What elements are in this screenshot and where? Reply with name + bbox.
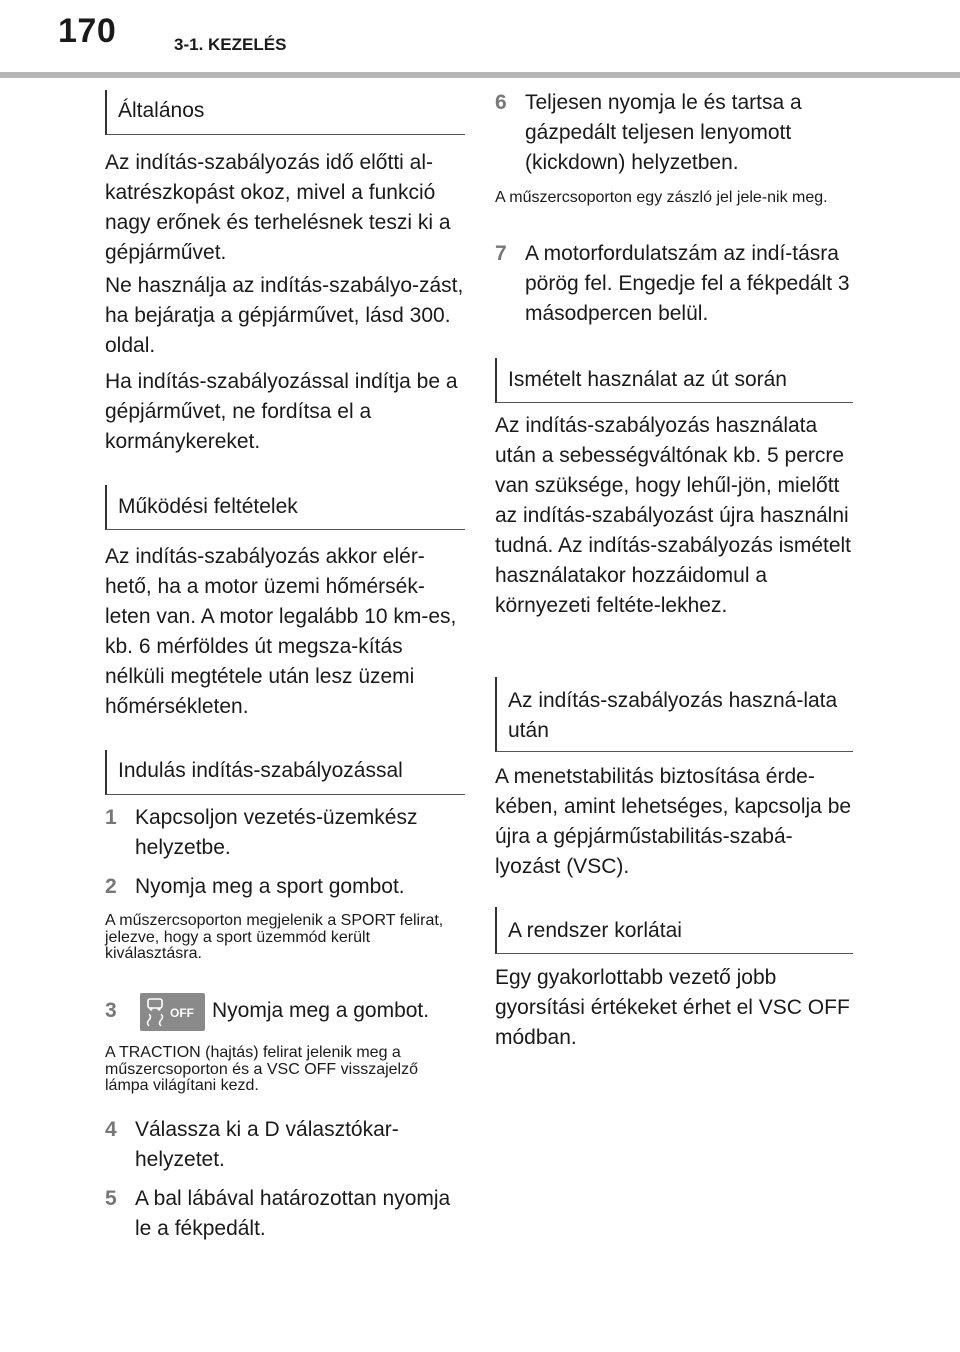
section-heading-repeated-use [495, 358, 853, 403]
note: A műszercsoporton egy zászló jel jele-nik meg. [495, 189, 828, 206]
page-number: 170 [58, 12, 117, 50]
section-heading-general [105, 90, 465, 135]
paragraph: Az indítás-szabályozás használata után a sebességváltónak kb. 5 percre van szüksége, hogy lehűl-jön, mielőtt az indítás-szabályozást újra használni tudná. Az indítás-szabályozás ismételt használatakor hozzáidomul a környezeti feltéte-lekhez. [495, 414, 852, 617]
paragraph: Ne használja az indítás-szabályo-zást, ha bejáratja a gépjárművet, lásd 300. oldal. [105, 274, 464, 357]
step-text: Nyomja meg a sport gombot. [135, 875, 405, 898]
step-number: 5 [105, 1187, 117, 1210]
step-number: 7 [495, 242, 507, 265]
step-number: 3 [105, 999, 117, 1022]
step-text: Teljesen nyomja le és tartsa a gázpedált teljesen lenyomott (kickdown) helyzetben. [525, 91, 802, 174]
step-text: Válassza ki a D választókar-helyzetet. [135, 1118, 399, 1171]
paragraph: Az indítás-szabályozás akkor elér-hető, ha a motor üzemi hőmérsék-leten van. A motor legalább 10 km-es, kb. 6 mérföldes út megsza-kítás nélküli megtétele után lesz üzemi hőmérsékleten. [105, 545, 457, 718]
section-heading-after-use [495, 677, 853, 752]
chapter-title: 3-1. KEZELÉS [174, 35, 287, 54]
step-4 [105, 1115, 465, 1175]
section-heading-launch [105, 750, 465, 795]
step-text: Kapcsoljon vezetés-üzemkész helyzetbe. [135, 806, 418, 859]
step-1 [105, 803, 465, 863]
section-heading-text: Ismételt használat az út során [508, 368, 787, 391]
section-heading-text: Működési feltételek [118, 495, 298, 518]
section-heading-operating-conditions [105, 485, 465, 530]
paragraph: A menetstabilitás biztosítása érde-kében, amint lehetséges, kapcsolja be újra a gépjárműstabilitás-szabá-lyozást (VSC). [495, 765, 852, 878]
paragraph: Egy gyakorlottabb vezető jobb gyorsítási értékeket érhet el VSC OFF módban. [495, 966, 850, 1049]
step-number: 4 [105, 1118, 117, 1141]
step-number: 2 [105, 875, 117, 898]
section-heading-text: Általános [118, 99, 205, 122]
step-text: Nyomja meg a gombot. [212, 999, 430, 1022]
paragraph: Ha indítás-szabályozással indítja be a gépjárművet, ne fordítsa el a kormánykereket. [105, 370, 458, 453]
section-heading-text: Az indítás-szabályozás haszná-lata után [508, 689, 838, 742]
paragraph: Az indítás-szabályozás idő előtti al-katrészkopást okoz, mivel a funkció nagy erőnek és terhelésnek teszi ki a gépjárművet. [105, 151, 451, 264]
vsc-off-icon-text: OFF [170, 1006, 194, 1020]
step-number: 1 [105, 806, 117, 829]
step-6 [495, 88, 853, 178]
note: A TRACTION (hajtás) felirat jelenik meg a műszercsoporton és a VSC OFF visszajelző lámpa világítani kezd. [105, 1044, 418, 1094]
step-7 [495, 239, 853, 329]
step-5 [105, 1184, 465, 1244]
page-header [0, 0, 960, 80]
section-heading-text: A rendszer korlátai [508, 919, 682, 942]
step-number: 6 [495, 91, 507, 114]
section-heading-system-limits [495, 907, 853, 954]
step-2 [105, 872, 465, 902]
header-rule [0, 72, 960, 78]
section-heading-text: Indulás indítás-szabályozással [118, 759, 403, 782]
note: A műszercsoporton megjelenik a SPORT felirat, jelezve, hogy a sport üzemmód került kiválasztásra. [105, 912, 444, 962]
step-3 [105, 993, 465, 1033]
vsc-off-icon-graphic [140, 993, 205, 1031]
step-text: A motorfordulatszám az indí-tásra pörög fel. Engedje fel a fékpedált 3 másodpercen belül. [525, 242, 850, 325]
vsc-off-icon [140, 993, 205, 1031]
step-text: A bal lábával határozottan nyomja le a fékpedált. [135, 1187, 451, 1240]
